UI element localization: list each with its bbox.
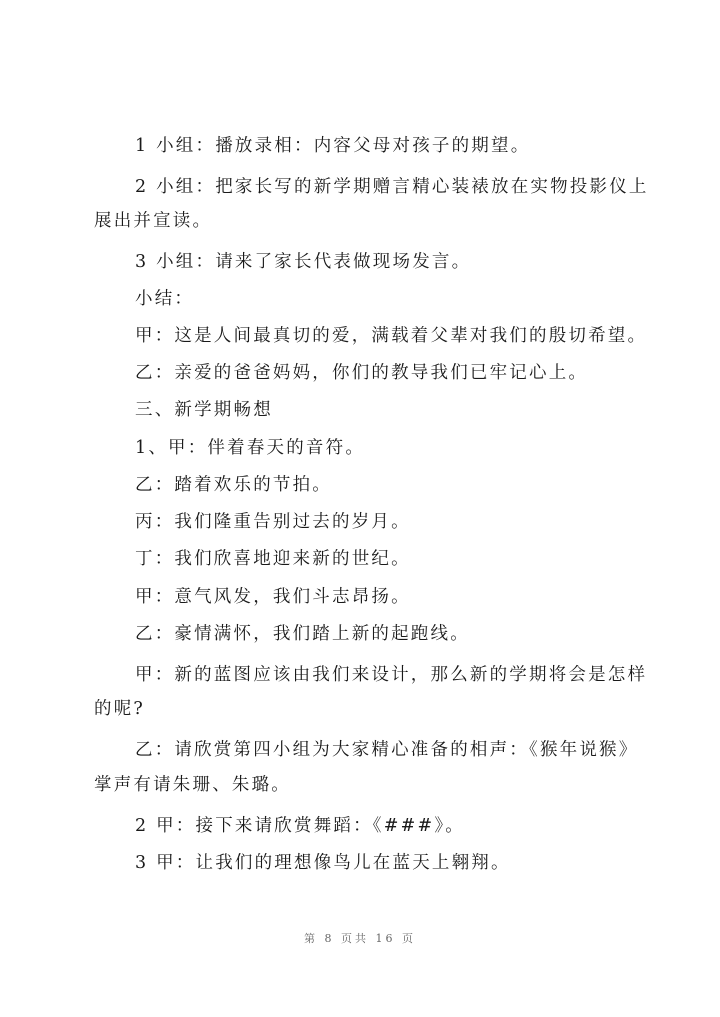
paragraph-line: 甲：这是人间最真切的爱，满载着父辈对我们的殷切希望。 <box>135 326 648 346</box>
paragraph-line: 丁：我们欣喜地迎来新的世纪。 <box>135 549 411 569</box>
paragraph-line-continued: 的呢? <box>94 699 145 719</box>
paragraph-line: 乙：亲爱的爸爸妈妈，你们的教导我们已牢记心上。 <box>135 363 589 383</box>
section-heading: 三、新学期畅想 <box>135 400 273 420</box>
paragraph-line: 3 甲：让我们的理想像鸟儿在蓝天上翱翔。 <box>135 853 511 873</box>
paragraph-line: 小结： <box>135 289 195 309</box>
paragraph-line: 3 小组：请来了家长代表做现场发言。 <box>135 252 472 272</box>
paragraph-line: 1、甲：伴着春天的音符。 <box>135 438 366 458</box>
paragraph-line: 乙：豪情满怀，我们踏上新的起跑线。 <box>135 624 470 644</box>
paragraph-line: 乙：请欣赏第四小组为大家精心准备的相声：《猴年说猴》 <box>135 740 639 760</box>
paragraph-line-continued: 展出并宣读。 <box>94 211 213 231</box>
paragraph-line: 2 小组：把家长写的新学期赠言精心装裱放在实物投影仪上 <box>135 177 649 197</box>
paragraph-line: 1 小组：播放录相：内容父母对孩子的期望。 <box>135 136 531 156</box>
paragraph-line-continued: 掌声有请朱珊、朱璐。 <box>94 775 291 795</box>
page-number-footer: 第 8 页共 16 页 <box>304 932 416 945</box>
paragraph-line: 乙：踏着欢乐的节拍。 <box>135 475 332 495</box>
paragraph-line: 甲：意气风发，我们斗志昂扬。 <box>135 587 411 607</box>
paragraph-line: 2 甲：接下来请欣赏舞蹈：《###》。 <box>135 816 465 836</box>
paragraph-line: 丙：我们隆重告别过去的岁月。 <box>135 512 411 532</box>
paragraph-line: 甲：新的蓝图应该由我们来设计，那么新的学期将会是怎样 <box>135 665 648 685</box>
